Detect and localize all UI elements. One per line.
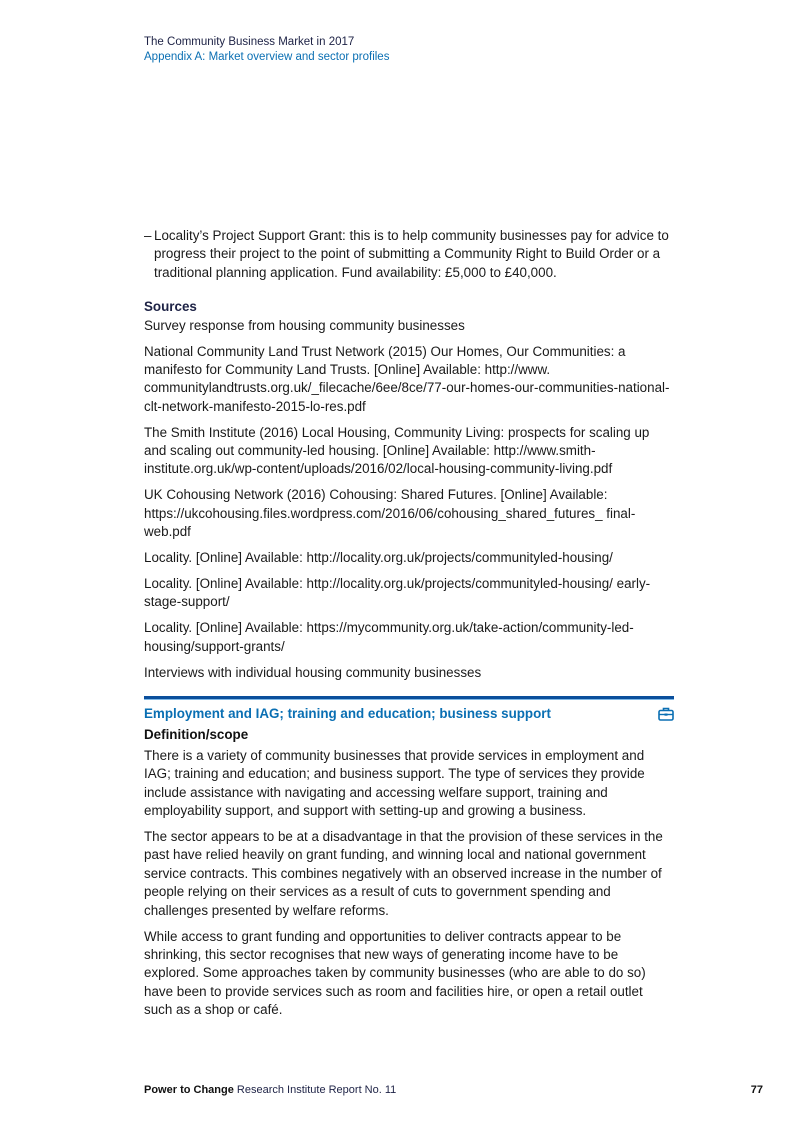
bullet-item [144,227,674,282]
briefcase-icon [658,707,674,721]
source-item: Survey response from housing community businesses [144,317,465,333]
page-footer [144,1083,763,1097]
running-header [144,35,389,65]
section-paragraph: While access to grant funding and opportunities to deliver contracts appear to be shrinking, this sector recognises that new ways of generating income have to be explored. Some approaches taken by community businesses (who are able to do so) have been to provide services such as room and facilities hire, or open a retail outlet such as a shop or café. [144,928,646,1018]
sources-heading: Sources [144,299,197,315]
source-item: Locality. [Online] Available: http://locality.org.uk/projects/communityled-housing/ [144,550,613,566]
sources-list [144,317,674,682]
document-subtitle: Appendix A: Market overview and sector profiles [144,51,390,63]
source-item: Locality. [Online] Available: http://locality.org.uk/projects/communityled-housing/ early-stage-support/ [144,576,651,610]
section-divider [144,696,674,700]
footer-brand: Power to Change [144,1084,234,1096]
definition-heading: Definition/scope [144,727,249,743]
section-paragraph: There is a variety of community businesses that provide services in employment and IAG; training and education; and business support. The type of services they provide include assistance with navigating and accessing welfare support, training and employability support, and support with setting-up and growing a business. [144,747,645,819]
section-paragraph: The sector appears to be at a disadvantage in that the provision of these services in the past have relied heavily on grant funding, and winning local and national government service contracts. This combines negatively with an observed increase in the number of people relying on their services as a result of cuts to government spending and challenges presented by welfare reforms. [144,828,663,918]
source-item: Interviews with individual housing community businesses [144,664,482,680]
bullet-text: Locality’s Project Support Grant: this is to help community businesses pay for advice to progress their project to the point of submitting a Community Right to Build Order or a traditional planning application. Fund availability: £5,000 to £40,000. [154,228,669,280]
section-title: Employment and IAG; training and education; business support [144,706,551,722]
page-number: 77 [750,1084,763,1096]
source-item: Locality. [Online] Available: https://mycommunity.org.uk/take-action/community-led-housing/support-grants/ [144,620,634,654]
source-item: UK Cohousing Network (2016) Cohousing: Shared Futures. [Online] Available: https://ukcohousing.files.wordpress.com/2016/06/cohousing_shared_futures_ final-web.pdf [144,487,636,540]
footer-report [144,1083,396,1097]
bullet-marker: – [144,228,152,243]
document-title: The Community Business Market in 2017 [144,36,355,48]
page-content [144,227,674,1027]
source-item: National Community Land Trust Network (2015) Our Homes, Our Communities: a manifesto for Community Land Trusts. [Online] Available: http://www. communitylandtrusts.org.uk/_filecache/6ee/8ce/77-our-homes-our-communities-national-clt-network-manifesto-2015-lo-res.pdf [144,343,670,414]
source-item: The Smith Institute (2016) Local Housing, Community Living: prospects for scaling up and scaling out community-led housing. [Online] Available: http://www.smith-institute.org.uk/wp-content/uploads/2016/02/local-housing-community-living.pdf [144,424,650,477]
footer-report-title: Research Institute Report No. 11 [233,1084,397,1096]
section-header [144,705,674,723]
